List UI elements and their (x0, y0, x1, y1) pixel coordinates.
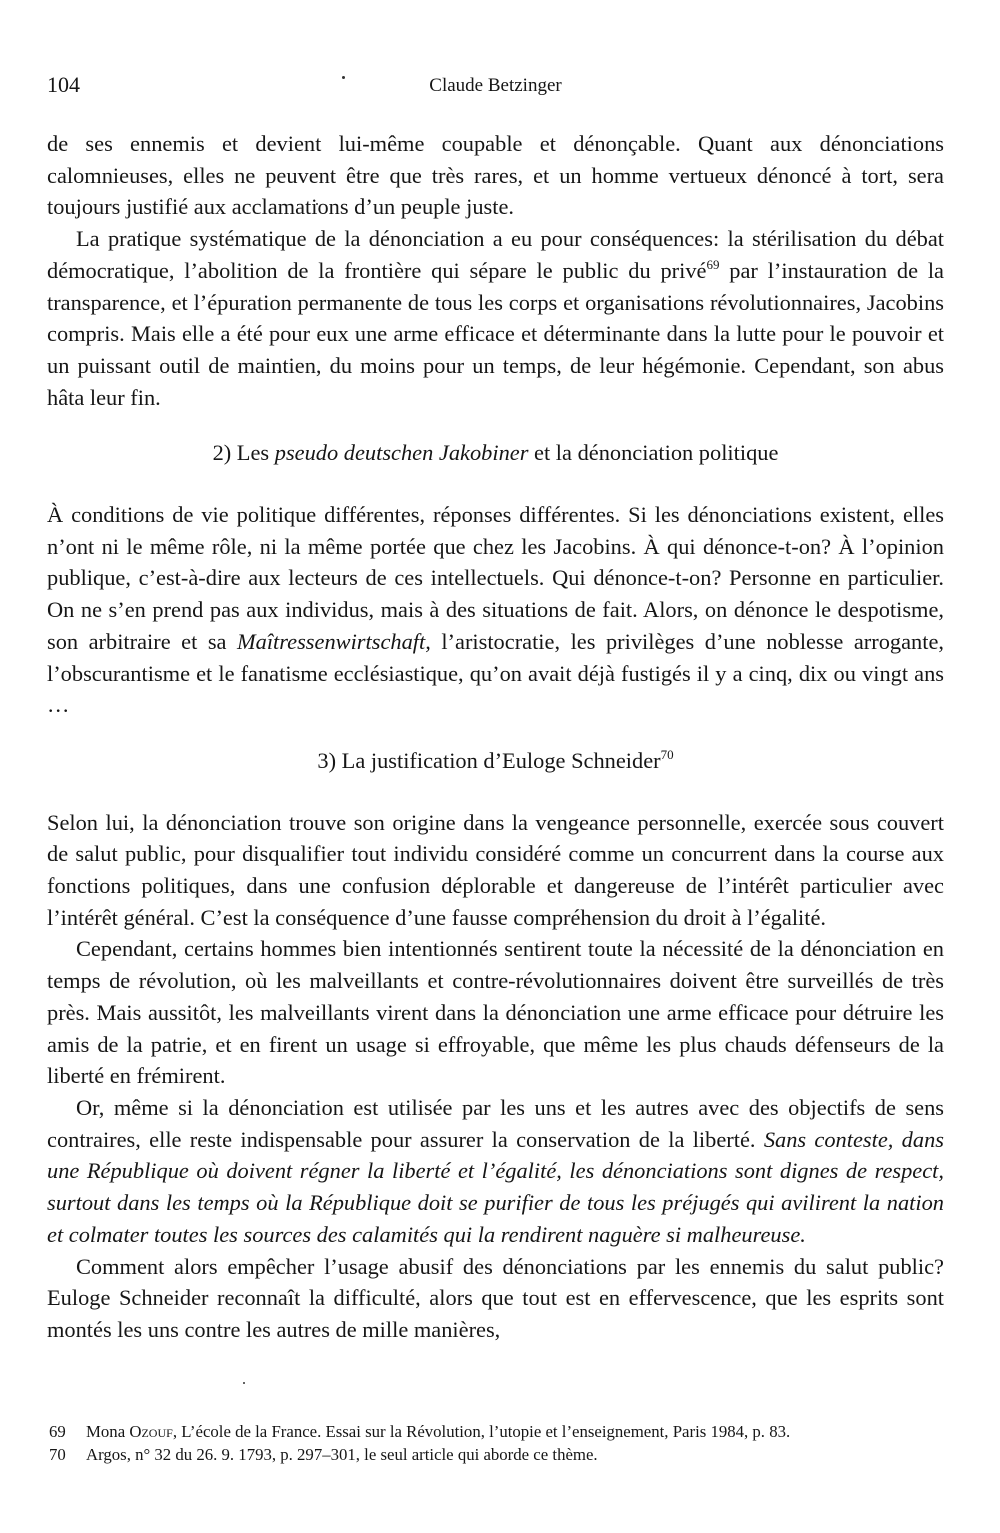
paragraph-text: l’aristocratie, les privilèges d’une noblesse arrogante, l’obscurantisme et le fanatisme ecclésiastique, qu’on avait déjà fustigés il y a cinq, dix ou vingt ans … (47, 628, 944, 718)
footnote-number: 70 (49, 1445, 66, 1464)
footnotes (49, 1421, 944, 1467)
paragraph-text: Comment alors empêcher l’usage abusif des dénonciations par les ennemis du salut public? Euloge Schneider reconnaît la difficulté, alors que tout est en effervescence, que les esprits sont montés les uns contre les autres de mille manières, (47, 1253, 944, 1342)
footnote-author-last: Ozouf (129, 1422, 173, 1441)
paragraph (47, 1251, 944, 1346)
footnote-text: , L’école de la France. Essai sur la Révolution, l’utopie et l’enseignement, Paris 1984, p. 83. (172, 1422, 791, 1441)
footnote-69 (49, 1421, 944, 1443)
running-head-author: Claude Betzinger (429, 75, 562, 96)
paragraph-text: À conditions de vie politique différentes, réponses différentes. Si les dénonciations existent, elles n’ont ni le même rôle, ni la même portée que chez les Jacobins. À qui dénonce-t-on? À l’opinion publique, c’est-à-dire aux lecteurs de ces intellectuels. Qui dénonce-t-on? Personne en particulier. On ne s’en prend pas aux individus, mais à des situations de fait. Alors, on dénonce le despotisme, son arbitraire et sa (47, 502, 944, 654)
paragraph-text: Selon lui, la dénonciation trouve son origine dans la vengeance personnelle, exercée sous couvert de salut public, pour disqualifier tout individu considéré comme un concurrent dans la course aux fonctions politiques, dans une confusion déplorable et dangereuse de l’intérêt particulier avec l’intérêt général. C’est la conséquence d’une fausse compréhension du droit à l’égalité. (47, 809, 944, 930)
paragraph (47, 223, 944, 413)
paragraph-text: Cependant, certains hommes bien intentionnés sentirent toute la nécessité de la dénonciation en temps de révolution, où les malveillants et contre-révolutionnaires doivent être surveillés de très près. Mais aussitôt, les malveillants virent dans la dénonciation une arme efficace pour détruire les amis de la patrie, et en firent un usage si effroyable, que même les plus chauds défenseurs de la liberté en frémirent. (47, 936, 944, 1089)
scan-speck (342, 76, 345, 79)
footnote-70 (49, 1444, 944, 1466)
heading-italic-text: pseudo deutschen Jakobiner (274, 440, 529, 466)
italic-term: Maîtressenwirtschaft, (236, 628, 431, 654)
footnote-ref-70: 70 (660, 746, 674, 762)
footnote-author-first: Mona (86, 1422, 130, 1441)
paragraph (47, 128, 944, 223)
scan-speck (243, 1382, 245, 1384)
paragraph (47, 807, 944, 934)
paragraph (47, 933, 944, 1092)
heading-text: et la dénonciation politique (528, 440, 779, 466)
heading-text: 2) Les (212, 440, 275, 466)
paragraph-text: Or, même si la dénonciation est utilisée par les uns et les autres avec des objectifs de sens contraires, elle reste indispensable pour assurer la conservation de la liberté. (47, 1094, 944, 1152)
section-heading-2 (47, 437, 944, 469)
paragraph (47, 499, 944, 721)
main-text (47, 128, 944, 1346)
footnote-number: 69 (49, 1422, 66, 1441)
paragraph-text: par l’instauration de la transparence, et l’épuration permanente de tous les corps et organisations révolutionnaires, Jacobins compris. Mais elle a été pour eux une arme efficace et déterminante dans la lutte pour le pouvoir et un puissant outil de maintien, du moins pour un temps, de leur hégémonie. Cependant, son abus hâta leur fin. (47, 257, 944, 410)
page-number: 104 (47, 72, 80, 97)
footnote-ref-69: 69 (706, 256, 720, 272)
paragraph-text: La pratique systématique de la dénonciation a eu pour conséquences: la stérilisation du débat démocratique, l’abolition de la frontière qui sépare le public du privé (47, 226, 944, 283)
italic-quotation: Sans conteste, dans une République où doivent régner la liberté et l’égalité, les dénonciations sont dignes de respect, surtout dans les temps où la République doit se purifier de tous les préjugés qui avilirent la nation et colmater toutes les sources des calamités qui la rendirent naguère si malheureuse. (47, 1126, 944, 1247)
footnote-text: Argos, n° 32 du 26. 9. 1793, p. 297–301, le seul article qui aborde ce thème. (86, 1445, 598, 1464)
paragraph (47, 1092, 944, 1251)
section-heading-3 (47, 745, 944, 777)
paragraph-text: de ses ennemis et devient lui-même coupable et dénonçable. Quant aux dénonciations calomnieuses, elles ne peuvent être que très rares, et un homme vertueux dénoncé à tort, sera toujours justifié aux acclamations d’un peuple juste. (47, 131, 944, 220)
page-header (47, 72, 944, 104)
heading-text: 3) La justification d’Euloge Schneider (317, 747, 661, 773)
